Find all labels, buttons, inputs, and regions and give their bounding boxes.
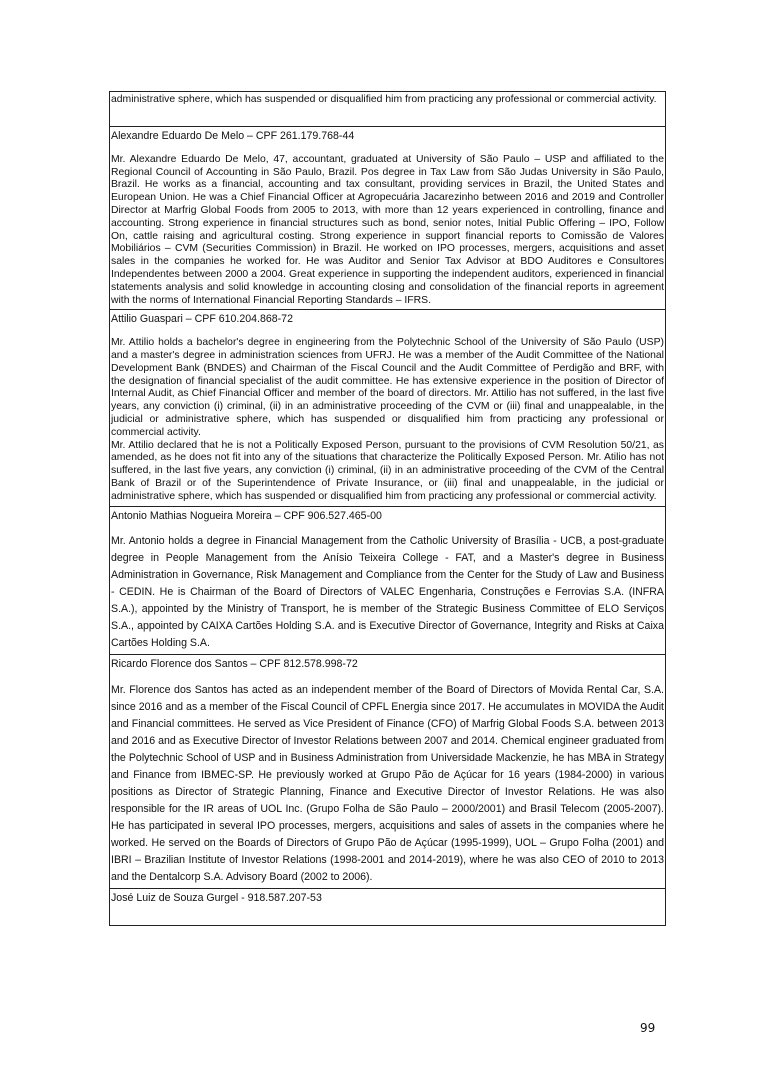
person-heading: Antonio Mathias Nogueira Moreira – CPF 906.527.465-00 <box>111 509 382 522</box>
bio-text: administrative sphere, which has suspended or disqualified him from practicing any professional or commercial activity. <box>111 94 657 105</box>
table-row <box>110 310 665 506</box>
bio-text: Mr. Attilio declared that he is not a Politically Exposed Person, pursuant to the provisions of CVM Resolution 50/21, as amended, as he does not fit into any of the situations that characterize the Politically Exposed Person. Mr. Atilio has not suffered, in the last five years, any conviction (i) criminal, (ii) in an administrative proceeding of the CVM of the Central Bank of Brazil or of the Superintendence of Private Insurance, or (iii) final and unappealable, in the judicial or administrative sphere, which has suspended or disqualified him from practicing any professional or commercial activity. <box>111 439 664 502</box>
person-heading: José Luiz de Souza Gurgel - 918.587.207-53 <box>111 892 322 905</box>
bio-text: Mr. Attilio holds a bachelor's degree in engineering from the Polytechnic School of the University of São Paulo (USP) and a master's degree in administration sciences from UFRJ. He was a member of the Audit Committee of the National Development Bank (BNDES) and Chairman of the Fiscal Council and the Audit Committee of Perdigão and BRF, with the designation of financial specialist of the audit committee. He has extensive experience in the position of Director of Internal Audit, as Chief Financial Officer and member of the board of directors. Mr. Attilio has not suffered, in the last five years, any conviction (i) criminal, (ii) in an administrative proceeding of the CVM or (iii) final and unappealable, in the judicial or administrative sphere, which has suspended or disqualified him from practicing any professional or commercial activity. <box>111 337 664 438</box>
bio-table <box>109 91 666 926</box>
bio-text: Mr. Antonio holds a degree in Financial Management from the Catholic University of Brasília - UCB, a post-graduate degree in People Management from the Anísio Teixeira College - FAT, and a Master's degree in Business Administration in Governance, Risk Management and Compliance from the Center for the Study of Law and Business - CEDIN. He is Chairman of the Board of Directors of VALEC Engenharia, Construções e Ferrovias S.A. (INFRA S.A.), appointed by the Ministry of Transport, he is member of the Strategic Business Committee of ELO Serviços S.A., appointed by CAIXA Cartões Holding S.A. and is Executive Director of Governance, Integrity and Risks at Caixa Cartões Holding S.A. <box>111 535 664 650</box>
table-row <box>110 889 665 925</box>
bio-text: Mr. Florence dos Santos has acted as an independent member of the Board of Directors of Movida Rental Car, S.A. since 2016 and as a member of the Fiscal Council of CPFL Energia since 2017. He accumulates in MOVIDA the Audit and Financial committees. He served as Vice President of Finance (CFO) of Marfrig Global Foods S.A. between 2013 and 2016 and as Executive Director of Investor Relations between 2007 and 2014. Chemical engineer graduated from the Polytechnic School of USP and in Business Administration from Universidade Mackenzie, he has MBA in Strategy and Finance from IBMEC-SP. He previously worked at Grupo Pão de Açúcar for 16 years (1984-2000) in various positions as Director of Strategic Planning, Finance and Executive Director of Investor Relations. He was also responsible for the IR areas of UOL Inc. (Grupo Folha de São Paulo – 2000/2001) and Brasil Telecom (2005-2007). He has participated in several IPO processes, mergers, acquisitions and sales of assets in the companies where he worked. He served on the Boards of Directors of Grupo Pão de Açúcar (1995-1999), UOL – Grupo Folha (2001) and IBRI – Brazilian Institute of Investor Relations (1998-2001 and 2014-2019), where he was also CEO of 2010 to 2013 and the Dentalcorp S.A. Advisory Board (2002 to 2006). <box>111 684 664 884</box>
person-heading: Attilio Guaspari – CPF 610.204.868-72 <box>111 313 293 326</box>
person-heading: Alexandre Eduardo De Melo – CPF 261.179.768-44 <box>111 130 355 142</box>
table-row <box>110 655 665 889</box>
bio-text: Mr. Alexandre Eduardo De Melo, 47, accountant, graduated at University of São Paulo – USP and affiliated to the Regional Council of Accounting in São Paulo, Brazil. Pos degree in Tax Law from São Judas University in São Paulo, Brazil. He works as a financial, accounting and tax consultant, providing services in Brazil, the United States and European Union. He was a Chief Financial Officer at Agropecuária Jacarezinho between 2016 and 2019 and Controller Director at Marfrig Global Foods from 2005 to 2013, with more than 12 years experienced in controlling, finance and accounting. Strong experience in financial structures such as bond, senior notes, Initial Public Offering – IPO, Follow On, cattle raising and agricultural costing. Strong experience in support financial reports to Comissão de Valores Mobiliários – CVM (Securities Commission) in Brazil. He worked on IPO processes, mergers, acquisitions and asset sales in the companies he worked for. He was Auditor and Senior Tax Advisor at BDO Auditores e Consultores Independentes between 2000 a 2004. Great experience in supporting the independent auditors, experienced in financial statements analysis and solid knowledge in accounting closing and consolidation of the financial reports in agreement with the norms of International Financial Reporting Standards – IFRS. <box>111 153 664 306</box>
table-row <box>110 127 665 310</box>
table-row <box>110 507 665 656</box>
table-row <box>110 92 665 127</box>
page-number: 99 <box>640 1021 656 1035</box>
person-heading: Ricardo Florence dos Santos – CPF 812.578.998-72 <box>111 658 358 671</box>
